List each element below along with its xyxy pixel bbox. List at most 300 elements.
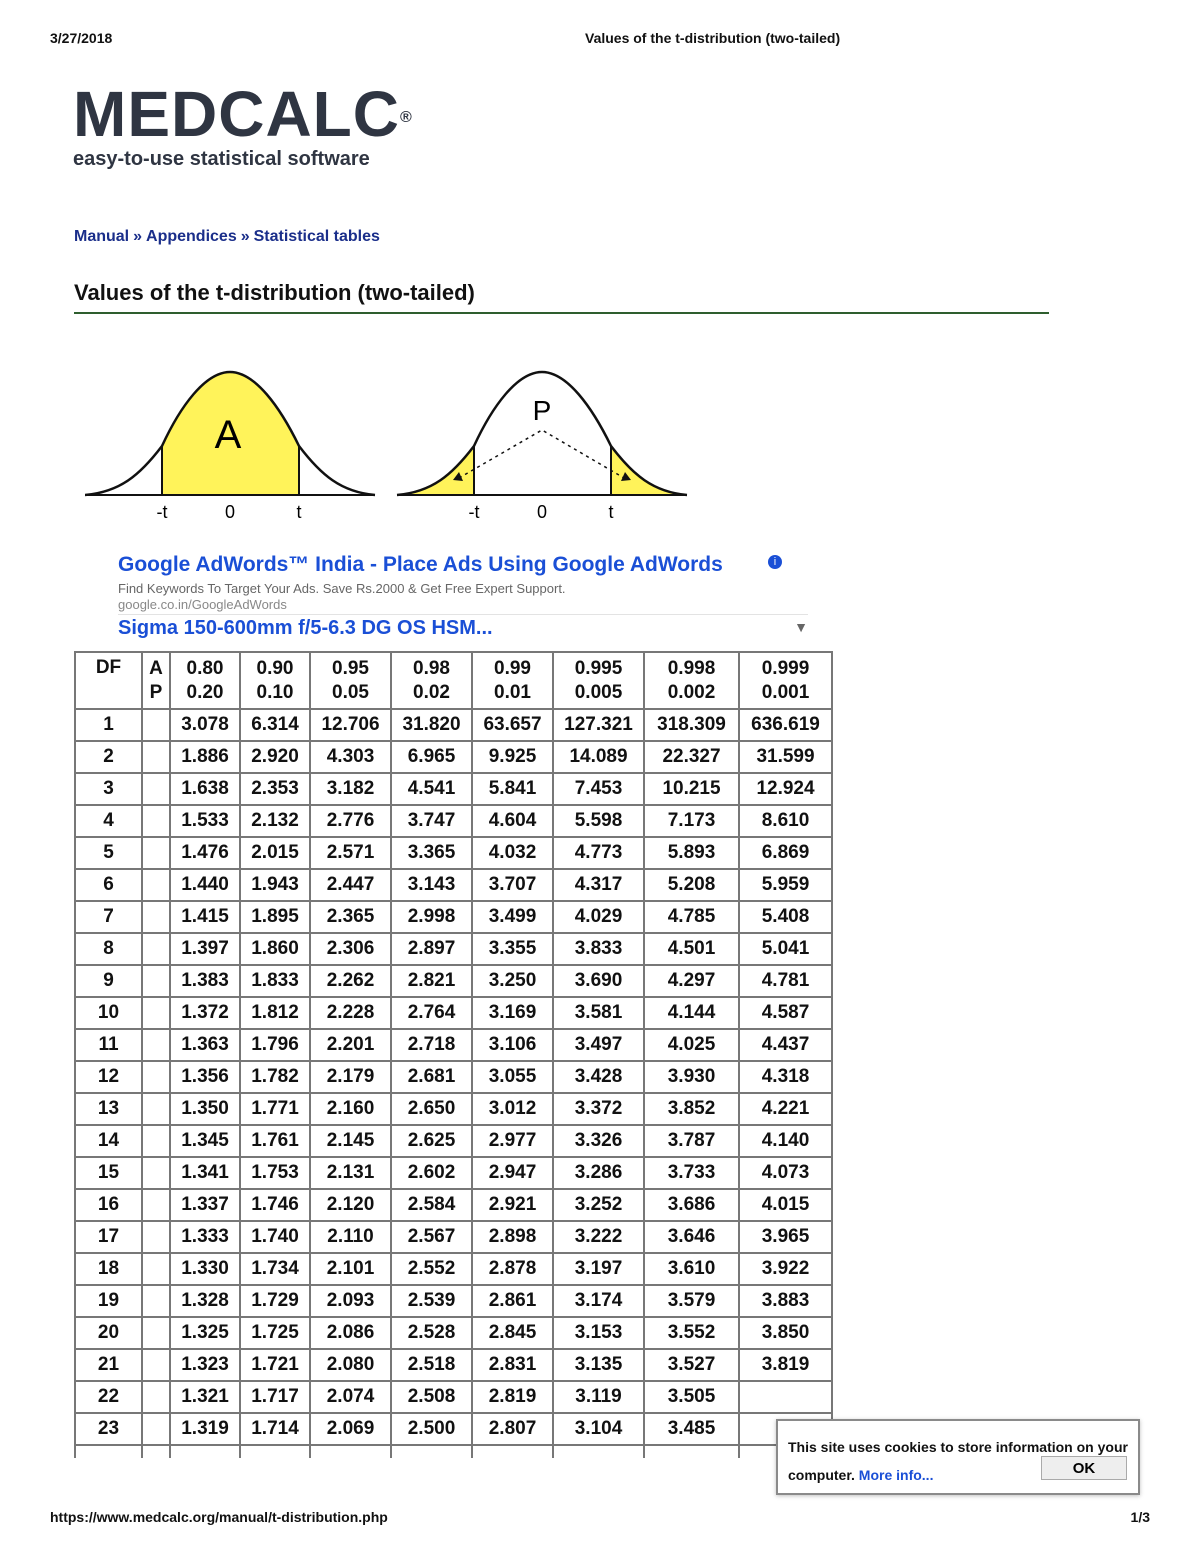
area-label-p: P bbox=[532, 395, 552, 426]
value-cell: 2.998 bbox=[391, 901, 472, 933]
value-cell: 1.363 bbox=[170, 1029, 240, 1061]
value-cell: 2.145 bbox=[310, 1125, 391, 1157]
table-row bbox=[75, 709, 832, 741]
value-cell: 3.174 bbox=[553, 1285, 644, 1317]
df-cell: 20 bbox=[75, 1317, 142, 1349]
value-cell: 2.977 bbox=[472, 1125, 553, 1157]
value-cell: 2.080 bbox=[310, 1349, 391, 1381]
value-cell: 2.807 bbox=[472, 1413, 553, 1445]
value-cell: 9.925 bbox=[472, 741, 553, 773]
value-cell: 5.408 bbox=[739, 901, 832, 933]
table-row bbox=[75, 1381, 832, 1413]
area-label-a: A bbox=[214, 413, 242, 457]
print-header bbox=[50, 30, 1150, 50]
value-cell: 4.317 bbox=[553, 869, 644, 901]
right-bell-curve bbox=[397, 372, 687, 495]
ap-spacer-cell bbox=[142, 1125, 170, 1157]
ap-spacer-cell bbox=[142, 1189, 170, 1221]
value-cell: 2.447 bbox=[310, 869, 391, 901]
value-cell: 3.646 bbox=[644, 1221, 739, 1253]
breadcrumb bbox=[74, 228, 380, 246]
df-cell: 23 bbox=[75, 1413, 142, 1445]
value-cell: 2.365 bbox=[310, 901, 391, 933]
ap-spacer-cell bbox=[142, 1221, 170, 1253]
left-tail-fill bbox=[397, 446, 474, 495]
area-between-diagram bbox=[85, 372, 375, 522]
value-cell: 1.321 bbox=[170, 1381, 240, 1413]
value-cell: 3.527 bbox=[644, 1349, 739, 1381]
value-cell: 4.073 bbox=[739, 1157, 832, 1189]
value-cell: 5.041 bbox=[739, 933, 832, 965]
value-cell: 2.898 bbox=[472, 1221, 553, 1253]
ap-spacer-cell bbox=[142, 1349, 170, 1381]
value-cell: 3.252 bbox=[553, 1189, 644, 1221]
value-cell: 2.602 bbox=[391, 1157, 472, 1189]
value-cell: 1.328 bbox=[170, 1285, 240, 1317]
right-tick-zero: 0 bbox=[536, 502, 548, 522]
value-cell: 2.201 bbox=[310, 1029, 391, 1061]
cutoff-cell bbox=[142, 1445, 170, 1458]
value-cell: 3.485 bbox=[644, 1413, 739, 1445]
breadcrumb-manual[interactable]: Manual bbox=[74, 228, 130, 245]
value-cell: 1.729 bbox=[240, 1285, 310, 1317]
table-row bbox=[75, 965, 832, 997]
value-cell: 3.833 bbox=[553, 933, 644, 965]
p-value: 0.10 bbox=[256, 681, 294, 703]
value-cell: 1.372 bbox=[170, 997, 240, 1029]
value-cell: 1.638 bbox=[170, 773, 240, 805]
value-cell: 3.250 bbox=[472, 965, 553, 997]
value-cell: 3.182 bbox=[310, 773, 391, 805]
value-cell: 3.143 bbox=[391, 869, 472, 901]
value-cell: 3.355 bbox=[472, 933, 553, 965]
ap-spacer-cell bbox=[142, 709, 170, 741]
a-value: 0.95 bbox=[332, 657, 369, 679]
value-cell: 5.959 bbox=[739, 869, 832, 901]
value-cell: 2.179 bbox=[310, 1061, 391, 1093]
col-header bbox=[553, 652, 644, 709]
value-cell: 2.539 bbox=[391, 1285, 472, 1317]
value-cell: 3.852 bbox=[644, 1093, 739, 1125]
ad-description: Find Keywords To Target Your Ads. Save Rs.2000 & Get Free Expert Support. bbox=[118, 581, 566, 596]
value-cell: 1.333 bbox=[170, 1221, 240, 1253]
value-cell: 127.321 bbox=[553, 709, 644, 741]
value-cell: 2.093 bbox=[310, 1285, 391, 1317]
value-cell: 4.144 bbox=[644, 997, 739, 1029]
value-cell: 3.690 bbox=[553, 965, 644, 997]
a-value: 0.995 bbox=[574, 657, 623, 679]
value-cell: 2.625 bbox=[391, 1125, 472, 1157]
ad-divider bbox=[118, 614, 808, 615]
p-value: 0.20 bbox=[186, 681, 224, 703]
value-cell: 1.796 bbox=[240, 1029, 310, 1061]
value-cell: 3.055 bbox=[472, 1061, 553, 1093]
cutoff-cell bbox=[310, 1445, 391, 1458]
table-row bbox=[75, 869, 832, 901]
distribution-figure bbox=[85, 360, 705, 530]
print-doc-title: Values of the t-distribution (two-tailed) bbox=[585, 30, 841, 46]
value-cell: 2.500 bbox=[391, 1413, 472, 1445]
ap-spacer-cell bbox=[142, 805, 170, 837]
table-row bbox=[75, 773, 832, 805]
value-cell: 2.069 bbox=[310, 1413, 391, 1445]
value-cell: 6.314 bbox=[240, 709, 310, 741]
value-cell: 3.581 bbox=[553, 997, 644, 1029]
df-cell: 1 bbox=[75, 709, 142, 741]
value-cell: 2.120 bbox=[310, 1189, 391, 1221]
value-cell: 1.812 bbox=[240, 997, 310, 1029]
df-cell: 18 bbox=[75, 1253, 142, 1285]
value-cell: 2.110 bbox=[310, 1221, 391, 1253]
p-value: 0.002 bbox=[667, 681, 716, 703]
df-cell: 10 bbox=[75, 997, 142, 1029]
value-cell: 3.819 bbox=[739, 1349, 832, 1381]
df-cell: 11 bbox=[75, 1029, 142, 1061]
df-header: DF bbox=[75, 652, 142, 709]
value-cell: 3.930 bbox=[644, 1061, 739, 1093]
value-cell: 2.845 bbox=[472, 1317, 553, 1349]
table-row bbox=[75, 997, 832, 1029]
df-cell: 2 bbox=[75, 741, 142, 773]
df-cell: 15 bbox=[75, 1157, 142, 1189]
table-row bbox=[75, 1093, 832, 1125]
ap-spacer-cell bbox=[142, 1093, 170, 1125]
value-cell: 3.505 bbox=[644, 1381, 739, 1413]
ap-spacer-cell bbox=[142, 1157, 170, 1189]
value-cell: 4.318 bbox=[739, 1061, 832, 1093]
print-page-number: 1/3 bbox=[1130, 1509, 1150, 1525]
a-value: 0.80 bbox=[186, 657, 224, 679]
value-cell: 4.437 bbox=[739, 1029, 832, 1061]
left-tick-zero: 0 bbox=[224, 502, 236, 522]
ap-spacer-cell bbox=[142, 1381, 170, 1413]
breadcrumb-separator: » bbox=[240, 228, 250, 245]
a-label: A bbox=[149, 657, 163, 679]
table-row bbox=[75, 1221, 832, 1253]
ad-title-link[interactable]: Google AdWords™ India - Place Ads Using Google AdWords bbox=[118, 553, 723, 576]
value-cell: 1.415 bbox=[170, 901, 240, 933]
ap-spacer-cell bbox=[142, 1317, 170, 1349]
right-tick-t: t bbox=[608, 502, 614, 522]
value-cell: 3.372 bbox=[553, 1093, 644, 1125]
value-cell: 2.132 bbox=[240, 805, 310, 837]
col-header bbox=[240, 652, 310, 709]
value-cell: 2.074 bbox=[310, 1381, 391, 1413]
ap-spacer-cell bbox=[142, 869, 170, 901]
cutoff-cell bbox=[240, 1445, 310, 1458]
registered-mark: ® bbox=[399, 109, 413, 126]
col-header bbox=[644, 652, 739, 709]
cookie-ok-button[interactable]: OK bbox=[1041, 1456, 1127, 1480]
value-cell: 3.787 bbox=[644, 1125, 739, 1157]
value-cell: 1.323 bbox=[170, 1349, 240, 1381]
value-cell: 3.733 bbox=[644, 1157, 739, 1189]
value-cell: 1.734 bbox=[240, 1253, 310, 1285]
value-cell: 4.032 bbox=[472, 837, 553, 869]
value-cell: 3.365 bbox=[391, 837, 472, 869]
title-divider bbox=[74, 312, 1049, 314]
value-cell: 1.325 bbox=[170, 1317, 240, 1349]
breadcrumb-separator: » bbox=[133, 228, 143, 245]
value-cell: 2.681 bbox=[391, 1061, 472, 1093]
value-cell: 2.015 bbox=[240, 837, 310, 869]
col-header bbox=[310, 652, 391, 709]
value-cell: 2.921 bbox=[472, 1189, 553, 1221]
value-cell: 63.657 bbox=[472, 709, 553, 741]
left-tick-t: t bbox=[296, 502, 302, 522]
value-cell: 1.356 bbox=[170, 1061, 240, 1093]
value-cell: 2.878 bbox=[472, 1253, 553, 1285]
value-cell: 1.345 bbox=[170, 1125, 240, 1157]
value-cell: 2.920 bbox=[240, 741, 310, 773]
cookie-more-info-link[interactable]: More info... bbox=[858, 1467, 934, 1483]
value-cell: 31.599 bbox=[739, 741, 832, 773]
p-value: 0.001 bbox=[761, 681, 810, 703]
p-value: 0.005 bbox=[574, 681, 623, 703]
value-cell: 3.579 bbox=[644, 1285, 739, 1317]
value-cell: 3.326 bbox=[553, 1125, 644, 1157]
cutoff-cell bbox=[553, 1445, 644, 1458]
value-cell: 3.222 bbox=[553, 1221, 644, 1253]
value-cell: 3.119 bbox=[553, 1381, 644, 1413]
value-cell: 2.552 bbox=[391, 1253, 472, 1285]
value-cell: 2.764 bbox=[391, 997, 472, 1029]
value-cell: 5.893 bbox=[644, 837, 739, 869]
value-cell: 4.587 bbox=[739, 997, 832, 1029]
value-cell: 3.169 bbox=[472, 997, 553, 1029]
value-cell: 3.850 bbox=[739, 1317, 832, 1349]
value-cell: 3.686 bbox=[644, 1189, 739, 1221]
ap-spacer-cell bbox=[142, 1413, 170, 1445]
value-cell: 2.821 bbox=[391, 965, 472, 997]
value-cell: 2.947 bbox=[472, 1157, 553, 1189]
value-cell: 1.350 bbox=[170, 1093, 240, 1125]
right-tick-minus-t: -t bbox=[468, 502, 480, 522]
value-cell: 4.773 bbox=[553, 837, 644, 869]
value-cell: 4.785 bbox=[644, 901, 739, 933]
table-row bbox=[75, 1189, 832, 1221]
value-cell: 1.761 bbox=[240, 1125, 310, 1157]
table-row bbox=[75, 1253, 832, 1285]
table-row bbox=[75, 901, 832, 933]
df-cell: 7 bbox=[75, 901, 142, 933]
value-cell: 1.725 bbox=[240, 1317, 310, 1349]
col-header bbox=[739, 652, 832, 709]
value-cell: 1.330 bbox=[170, 1253, 240, 1285]
value-cell: 1.533 bbox=[170, 805, 240, 837]
value-cell: 5.841 bbox=[472, 773, 553, 805]
value-cell: 3.610 bbox=[644, 1253, 739, 1285]
table-row bbox=[75, 1061, 832, 1093]
table-row bbox=[75, 1125, 832, 1157]
table-header-row bbox=[75, 652, 832, 709]
chevron-down-icon[interactable]: ▼ bbox=[794, 619, 808, 635]
value-cell: 2.131 bbox=[310, 1157, 391, 1189]
breadcrumb-appendices[interactable]: Appendices bbox=[146, 228, 237, 245]
value-cell: 5.208 bbox=[644, 869, 739, 901]
value-cell: 3.497 bbox=[553, 1029, 644, 1061]
value-cell: 6.869 bbox=[739, 837, 832, 869]
value-cell: 3.965 bbox=[739, 1221, 832, 1253]
a-value: 0.999 bbox=[761, 657, 810, 679]
value-cell: 5.598 bbox=[553, 805, 644, 837]
value-cell: 2.819 bbox=[472, 1381, 553, 1413]
ap-spacer-cell bbox=[142, 1285, 170, 1317]
df-cell: 8 bbox=[75, 933, 142, 965]
table-row-cutoff bbox=[75, 1445, 832, 1458]
df-cell: 19 bbox=[75, 1285, 142, 1317]
value-cell: 2.508 bbox=[391, 1381, 472, 1413]
df-cell: 13 bbox=[75, 1093, 142, 1125]
two-tails-diagram bbox=[397, 372, 687, 522]
value-cell: 1.943 bbox=[240, 869, 310, 901]
value-cell: 318.309 bbox=[644, 709, 739, 741]
medcalc-logo[interactable] bbox=[73, 78, 413, 171]
pointer-lines bbox=[459, 430, 624, 478]
value-cell: 2.584 bbox=[391, 1189, 472, 1221]
value-cell: 6.965 bbox=[391, 741, 472, 773]
page-title: Values of the t-distribution (two-tailed) bbox=[74, 280, 475, 305]
ap-spacer-cell bbox=[142, 1253, 170, 1285]
value-cell: 3.135 bbox=[553, 1349, 644, 1381]
cutoff-cell bbox=[391, 1445, 472, 1458]
logo-name: MEDCALC bbox=[73, 78, 400, 150]
value-cell: 3.078 bbox=[170, 709, 240, 741]
ap-spacer-cell bbox=[142, 1029, 170, 1061]
value-cell: 4.604 bbox=[472, 805, 553, 837]
table-row bbox=[75, 1285, 832, 1317]
value-cell bbox=[739, 1381, 832, 1413]
value-cell: 1.397 bbox=[170, 933, 240, 965]
ad-info-icon[interactable]: i bbox=[768, 555, 782, 569]
value-cell: 8.610 bbox=[739, 805, 832, 837]
cutoff-cell bbox=[75, 1445, 142, 1458]
value-cell: 1.886 bbox=[170, 741, 240, 773]
value-cell: 22.327 bbox=[644, 741, 739, 773]
value-cell: 1.383 bbox=[170, 965, 240, 997]
value-cell: 2.831 bbox=[472, 1349, 553, 1381]
value-cell: 4.297 bbox=[644, 965, 739, 997]
value-cell: 1.337 bbox=[170, 1189, 240, 1221]
value-cell: 3.197 bbox=[553, 1253, 644, 1285]
ap-spacer-cell bbox=[142, 773, 170, 805]
value-cell: 2.160 bbox=[310, 1093, 391, 1125]
value-cell: 4.029 bbox=[553, 901, 644, 933]
df-cell: 16 bbox=[75, 1189, 142, 1221]
value-cell: 4.541 bbox=[391, 773, 472, 805]
value-cell: 4.303 bbox=[310, 741, 391, 773]
df-cell: 6 bbox=[75, 869, 142, 901]
ap-spacer-cell bbox=[142, 901, 170, 933]
df-cell: 14 bbox=[75, 1125, 142, 1157]
value-cell: 2.650 bbox=[391, 1093, 472, 1125]
value-cell: 3.012 bbox=[472, 1093, 553, 1125]
value-cell: 3.883 bbox=[739, 1285, 832, 1317]
value-cell: 1.341 bbox=[170, 1157, 240, 1189]
value-cell: 2.718 bbox=[391, 1029, 472, 1061]
t-distribution-table bbox=[74, 651, 833, 1458]
col-header bbox=[170, 652, 240, 709]
value-cell: 3.552 bbox=[644, 1317, 739, 1349]
value-cell: 2.861 bbox=[472, 1285, 553, 1317]
value-cell: 636.619 bbox=[739, 709, 832, 741]
value-cell: 1.782 bbox=[240, 1061, 310, 1093]
value-cell: 4.221 bbox=[739, 1093, 832, 1125]
value-cell: 12.706 bbox=[310, 709, 391, 741]
ad-url[interactable]: google.co.in/GoogleAdWords bbox=[118, 597, 287, 612]
value-cell: 2.776 bbox=[310, 805, 391, 837]
p-value: 0.05 bbox=[332, 681, 369, 703]
col-header bbox=[472, 652, 553, 709]
value-cell: 3.747 bbox=[391, 805, 472, 837]
table-row bbox=[75, 933, 832, 965]
value-cell: 31.820 bbox=[391, 709, 472, 741]
value-cell: 4.140 bbox=[739, 1125, 832, 1157]
table-row bbox=[75, 1029, 832, 1061]
df-cell: 21 bbox=[75, 1349, 142, 1381]
value-cell: 2.518 bbox=[391, 1349, 472, 1381]
value-cell: 2.101 bbox=[310, 1253, 391, 1285]
table-row bbox=[75, 1413, 832, 1445]
value-cell: 3.153 bbox=[553, 1317, 644, 1349]
value-cell: 4.501 bbox=[644, 933, 739, 965]
second-ad-title[interactable]: Sigma 150-600mm f/5-6.3 DG OS HSM... bbox=[118, 617, 493, 639]
value-cell: 3.428 bbox=[553, 1061, 644, 1093]
ad-block[interactable] bbox=[118, 553, 808, 612]
value-cell: 3.106 bbox=[472, 1029, 553, 1061]
second-ad-link[interactable] bbox=[118, 617, 808, 640]
cookie-notice bbox=[776, 1419, 1140, 1495]
ap-header bbox=[142, 652, 170, 709]
value-cell: 2.262 bbox=[310, 965, 391, 997]
value-cell: 2.086 bbox=[310, 1317, 391, 1349]
value-cell: 12.924 bbox=[739, 773, 832, 805]
value-cell: 1.753 bbox=[240, 1157, 310, 1189]
value-cell: 4.781 bbox=[739, 965, 832, 997]
value-cell: 2.571 bbox=[310, 837, 391, 869]
ap-spacer-cell bbox=[142, 997, 170, 1029]
cookie-message: This site uses cookies to store information on your computer. bbox=[788, 1439, 1128, 1483]
df-cell: 5 bbox=[75, 837, 142, 869]
value-cell: 3.707 bbox=[472, 869, 553, 901]
p-label: P bbox=[149, 681, 163, 703]
value-cell: 1.717 bbox=[240, 1381, 310, 1413]
df-cell: 3 bbox=[75, 773, 142, 805]
ap-spacer-cell bbox=[142, 837, 170, 869]
table-row bbox=[75, 1349, 832, 1381]
cutoff-cell bbox=[644, 1445, 739, 1458]
breadcrumb-statistical-tables[interactable]: Statistical tables bbox=[253, 228, 380, 245]
value-cell: 2.897 bbox=[391, 933, 472, 965]
value-cell: 1.771 bbox=[240, 1093, 310, 1125]
a-value: 0.998 bbox=[667, 657, 716, 679]
value-cell: 1.833 bbox=[240, 965, 310, 997]
value-cell: 7.453 bbox=[553, 773, 644, 805]
ap-spacer-cell bbox=[142, 965, 170, 997]
logo-wordmark bbox=[73, 78, 413, 150]
cutoff-cell bbox=[170, 1445, 240, 1458]
value-cell: 1.860 bbox=[240, 933, 310, 965]
value-cell: 7.173 bbox=[644, 805, 739, 837]
value-cell: 2.228 bbox=[310, 997, 391, 1029]
table-row bbox=[75, 1317, 832, 1349]
df-cell: 4 bbox=[75, 805, 142, 837]
table-row bbox=[75, 805, 832, 837]
value-cell: 1.746 bbox=[240, 1189, 310, 1221]
table-row bbox=[75, 1157, 832, 1189]
a-value: 0.99 bbox=[494, 657, 531, 679]
value-cell: 1.740 bbox=[240, 1221, 310, 1253]
